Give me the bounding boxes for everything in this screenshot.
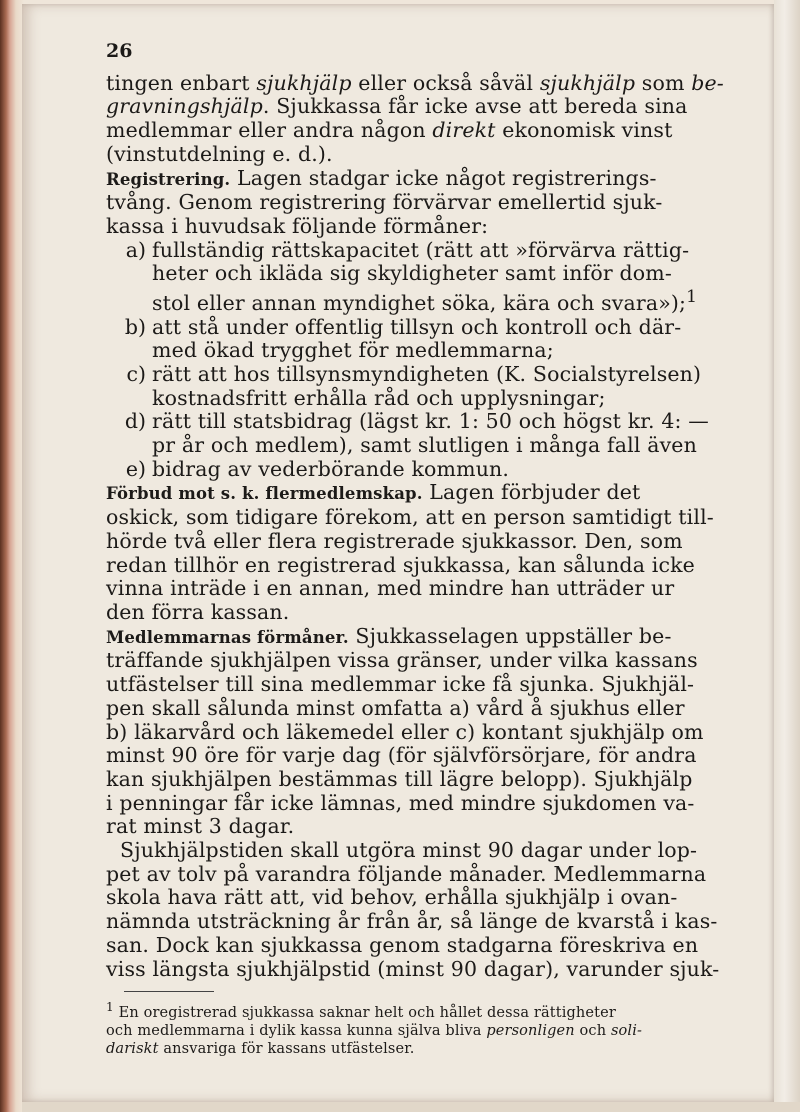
text-line (106, 215, 752, 239)
text-span: personligen (486, 1023, 575, 1040)
text-line (106, 744, 752, 768)
text-span: i penningar får icke lämnas, med mindre sjukdomen va- (106, 790, 695, 815)
text-span: Sjukhjälpstiden skall utgöra minst 90 dagar under lop- (120, 838, 698, 863)
text-span: rätt till statsbidrag (lägst kr. 1: 50 och högst kr. 4: — (152, 409, 709, 434)
list-item-line (106, 316, 752, 340)
list-item-line (106, 286, 752, 316)
text-line (106, 143, 752, 167)
section-heading: Förbud mot s. k. flermedlemskap. (106, 484, 423, 504)
list-label (106, 262, 152, 286)
text-span: kan sjukhjälpen bestämmas till lägre belopp). Sjukhjälp (106, 766, 693, 791)
text-line (106, 1040, 752, 1058)
text-span: rat minst 3 dagar. (106, 814, 295, 839)
text-span: viss längsta sjukhjälpstid (minst 90 dagar), varunder sjuk- (106, 956, 720, 981)
text-span: den förra kassan. (106, 600, 290, 624)
text-span: pr år och medlem), samt slutligen i många fall även (152, 433, 697, 458)
text-span: ekonomisk vinst (495, 118, 673, 143)
text-line (106, 1022, 752, 1040)
text-line (106, 815, 752, 839)
text-span: att stå under offentlig tillsyn och kontroll och där- (152, 314, 682, 339)
text-span: . Sjukkassa får icke avse att bereda sina (262, 94, 688, 119)
text-line (106, 530, 752, 554)
text-line (106, 697, 752, 721)
text-line (106, 998, 752, 1022)
text-line (106, 554, 752, 578)
text-line (106, 886, 752, 910)
text-span: b) läkarvård och läkemedel eller c) kontant sjukhjälp om (106, 719, 704, 744)
text-span: sjukhjälp (539, 70, 636, 95)
text-span: pen skall sålunda minst omfatta a) vård å sjukhus eller (106, 695, 685, 720)
text-span: Sjukkasselagen uppställer be- (348, 623, 672, 648)
text-span: Lagen stadgar icke något registrerings- (230, 165, 657, 190)
text-span: hörde två eller flera registrerade sjukkassor. Den, som (106, 528, 683, 553)
text-line (106, 191, 752, 215)
text-line (106, 958, 752, 982)
page-number: 26 (106, 40, 133, 62)
text-span: som (635, 70, 692, 95)
list-item-line (106, 262, 752, 286)
list-label (106, 434, 152, 458)
text-span: nämnda utsträckning år från år, så länge de kvarstå i kas- (106, 909, 718, 934)
text-span: gravningshjälp (106, 94, 263, 119)
text-span: stol eller annan myndighet söka, kära och svara»); (152, 290, 687, 315)
text-line (106, 839, 752, 863)
text-span: fullständig rättskapacitet (rätt att »förvärva rättig- (152, 237, 690, 262)
text-line (106, 577, 752, 601)
text-line (106, 72, 752, 96)
list-label: e) (125, 456, 146, 481)
text-line (106, 481, 752, 506)
text-span: medlemmar eller andra någon (106, 118, 433, 143)
text-span: med ökad trygghet för medlemmarna; (152, 338, 554, 363)
list-item-line (106, 458, 752, 482)
text-span: (vinstutdelning e. d.). (106, 141, 333, 166)
text-line (106, 625, 752, 650)
list-item-line (106, 410, 752, 434)
text-line (106, 601, 752, 625)
section-heading: Registrering. (106, 169, 231, 189)
text-line (106, 863, 752, 887)
text-line (106, 506, 752, 530)
footnote (106, 998, 752, 1058)
list-label: b) (124, 314, 146, 339)
body-text (106, 72, 752, 982)
text-span: träffande sjukhjälpen vissa gränser, under vilka kassans (106, 648, 698, 673)
text-span: san. Dock kan sjukkassa genom stadgarna föreskriva en (106, 932, 699, 957)
text-span: sjukhjälp (256, 70, 352, 95)
list-label (106, 387, 152, 411)
text-span: ansvariga för kassans utfästelser. (158, 1041, 415, 1058)
list-label (106, 286, 152, 316)
text-line (106, 119, 752, 143)
footnote-marker: 1 (686, 287, 698, 308)
page-bottom-edge (22, 1102, 800, 1112)
footnote-marker: 1 (106, 1000, 114, 1015)
next-page-edge (774, 0, 800, 1112)
text-span: dariskt (106, 1041, 159, 1058)
text-span: heter och ikläda sig skyldigheter samt inför dom- (152, 261, 672, 286)
text-span: och (574, 1023, 611, 1040)
list-item-line (106, 339, 752, 363)
text-line (106, 910, 752, 934)
text-span: redan tillhör en registrerad sjukkassa, kan sålunda icke (106, 552, 695, 577)
text-span: utfästelser till sina medlemmar icke få sjunka. Sjukhjäl- (106, 672, 695, 697)
text-span: kostnadsfritt erhålla råd och upplysningar; (152, 385, 606, 410)
list-label: a) (125, 237, 146, 262)
text-span: vinna inträde i en annan, med mindre han utträder ur (106, 576, 675, 601)
text-line (106, 167, 752, 192)
text-span: Lagen förbjuder det (422, 480, 641, 505)
text-span: och medlemmarna i dylik kassa kunna själva bliva (106, 1023, 487, 1040)
text-span: pet av tolv på varandra följande månader. Medlemmarna (106, 861, 707, 886)
text-line (106, 768, 752, 792)
text-line (106, 673, 752, 697)
list-item-line (106, 363, 752, 387)
text-span: tingen enbart (106, 70, 257, 95)
text-line (106, 792, 752, 816)
text-span: En oregistrerad sjukkassa saknar helt och hållet dessa rättigheter (113, 1005, 616, 1022)
text-span: eller också såväl (351, 70, 540, 95)
text-span: be- (691, 70, 724, 95)
list-label: c) (126, 361, 146, 386)
text-line (106, 95, 752, 119)
text-line (106, 934, 752, 958)
section-heading: Medlemmarnas förmåner. (106, 627, 349, 647)
page-content (106, 40, 752, 1058)
list-item-line (106, 434, 752, 458)
text-span: bidrag av vederbörande kommun. (152, 456, 510, 481)
text-span: oskick, som tidigare förekom, att en person samtidigt till- (106, 505, 714, 530)
list-item-line (106, 387, 752, 411)
text-line (106, 649, 752, 673)
text-span: rätt att hos tillsynsmyndigheten (K. Socialstyrelsen) (152, 361, 702, 386)
text-line (106, 721, 752, 745)
text-span: kassa i huvudsak följande förmåner: (106, 213, 489, 238)
list-label (106, 339, 152, 363)
text-span: soli- (610, 1023, 643, 1040)
text-span: skola hava rätt att, vid behov, erhålla sjukhjälp i ovan- (106, 885, 678, 910)
text-span: direkt (432, 118, 496, 143)
list-item-line (106, 239, 752, 263)
text-span: tvång. Genom registrering förvärvar emellertid sjuk- (106, 190, 663, 215)
list-label: d) (124, 409, 146, 434)
text-span: minst 90 öre för varje dag (för självförsörjare, för andra (106, 743, 697, 768)
footnote-rule (124, 991, 214, 992)
